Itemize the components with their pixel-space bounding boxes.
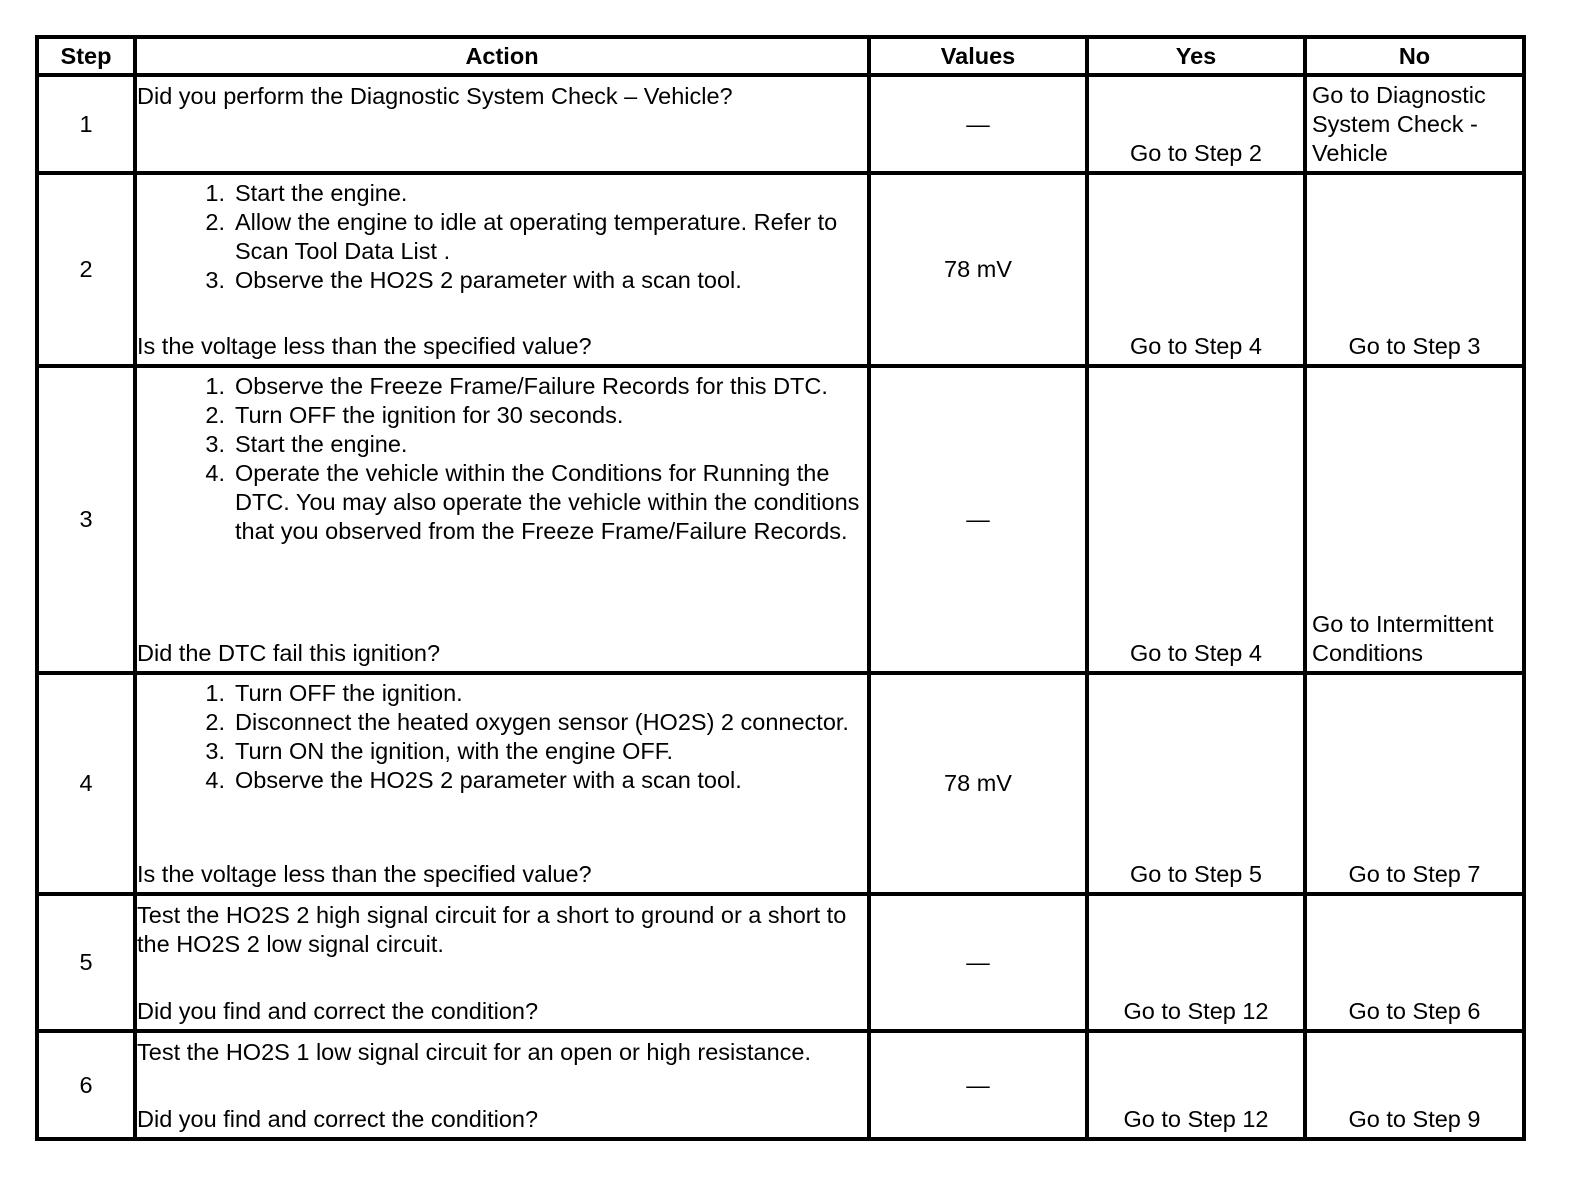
table-row xyxy=(37,1031,1524,1139)
list-item: 3. Observe the HO2S 2 parameter with a scan tool. xyxy=(205,267,742,293)
list-item: 2. Turn OFF the ignition for 30 seconds. xyxy=(205,402,624,428)
table-row xyxy=(37,673,1524,894)
yes-cell xyxy=(1087,673,1305,894)
yes-link[interactable]: Go to Step 12 xyxy=(1123,1106,1269,1132)
yes-cell xyxy=(1087,366,1305,673)
yes-link[interactable]: Go to Step 2 xyxy=(1130,140,1262,166)
no-cell xyxy=(1305,366,1524,673)
header-no: No xyxy=(1305,37,1524,75)
action-question: Is the voltage less than the specified value? xyxy=(137,333,592,359)
header-step: Step xyxy=(37,37,135,75)
action-question: Did the DTC fail this ignition? xyxy=(137,640,441,666)
no-link[interactable]: Go to Step 3 xyxy=(1348,333,1481,359)
no-cell xyxy=(1305,673,1524,894)
action-question: Did you find and correct the condition? xyxy=(137,998,539,1024)
table-row xyxy=(37,75,1524,173)
no-link[interactable]: Go to Step 7 xyxy=(1348,861,1481,887)
step-number: 4 xyxy=(37,673,135,894)
action-cell xyxy=(135,1031,869,1139)
table-row xyxy=(37,173,1524,366)
action-text: Test the HO2S 1 low signal circuit for an open or high resistance. xyxy=(137,1039,812,1065)
value-cell: — xyxy=(869,1031,1087,1139)
table-row xyxy=(37,894,1524,1031)
action-text: Did you perform the Diagnostic System Check – Vehicle? xyxy=(137,83,733,109)
step-number: 2 xyxy=(37,173,135,366)
yes-cell xyxy=(1087,894,1305,1031)
header-row xyxy=(37,37,1524,75)
action-steps-list xyxy=(137,179,867,295)
header-action: Action xyxy=(135,37,869,75)
no-link[interactable]: Go to Step 6 xyxy=(1348,998,1481,1024)
yes-link[interactable]: Go to Step 4 xyxy=(1130,640,1262,666)
action-text: Test the HO2S 2 high signal circuit for a short to ground or a short to the HO2S 2 low signal circuit. xyxy=(137,902,847,957)
list-item: 4. Observe the HO2S 2 parameter with a scan tool. xyxy=(205,767,742,793)
header-values: Values xyxy=(869,37,1087,75)
action-cell xyxy=(135,894,869,1031)
list-item: 1. Start the engine. xyxy=(205,180,408,206)
diagnostic-table xyxy=(35,35,1526,1141)
list-item: 3. Turn ON the ignition, with the engine OFF. xyxy=(205,738,674,764)
list-item: 2. Disconnect the heated oxygen sensor (HO2S) 2 connector. xyxy=(205,709,849,735)
yes-cell xyxy=(1087,173,1305,366)
value-cell: — xyxy=(869,75,1087,173)
no-cell xyxy=(1305,75,1524,173)
value-cell: 78 mV xyxy=(869,673,1087,894)
yes-link[interactable]: Go to Step 4 xyxy=(1130,333,1262,359)
action-steps-list xyxy=(137,679,867,795)
no-cell xyxy=(1305,894,1524,1031)
action-question: Did you find and correct the condition? xyxy=(137,1106,539,1132)
value-cell: — xyxy=(869,894,1087,1031)
action-steps-list xyxy=(137,372,867,546)
no-cell xyxy=(1305,1031,1524,1139)
no-link[interactable]: Go to Diagnostic System Check - Vehicle xyxy=(1312,82,1486,166)
list-item: 3. Start the engine. xyxy=(205,431,408,457)
action-cell xyxy=(135,75,869,173)
action-cell xyxy=(135,673,869,894)
no-link[interactable]: Go to Intermittent Conditions xyxy=(1312,611,1494,666)
header-yes: Yes xyxy=(1087,37,1305,75)
step-number: 1 xyxy=(37,75,135,173)
step-number: 5 xyxy=(37,894,135,1031)
action-question: Is the voltage less than the specified value? xyxy=(137,861,592,887)
yes-cell xyxy=(1087,75,1305,173)
no-cell xyxy=(1305,173,1524,366)
list-item: 1. Observe the Freeze Frame/Failure Records for this DTC. xyxy=(205,373,828,399)
list-item: 2. Allow the engine to idle at operating temperature. Refer to Scan Tool Data List . xyxy=(205,209,838,264)
action-cell xyxy=(135,173,869,366)
list-item: 1. Turn OFF the ignition. xyxy=(205,680,463,706)
list-item: 4. Operate the vehicle within the Conditions for Running the DTC. You may also operate the vehicle within the conditions that you observed from the Freeze Frame/Failure Records. xyxy=(205,460,860,544)
value-cell: — xyxy=(869,366,1087,673)
action-cell xyxy=(135,366,869,673)
step-number: 3 xyxy=(37,366,135,673)
step-number: 6 xyxy=(37,1031,135,1139)
yes-link[interactable]: Go to Step 5 xyxy=(1130,861,1262,887)
yes-cell xyxy=(1087,1031,1305,1139)
value-cell: 78 mV xyxy=(869,173,1087,366)
no-link[interactable]: Go to Step 9 xyxy=(1348,1106,1481,1132)
table-row xyxy=(37,366,1524,673)
yes-link[interactable]: Go to Step 12 xyxy=(1123,998,1269,1024)
